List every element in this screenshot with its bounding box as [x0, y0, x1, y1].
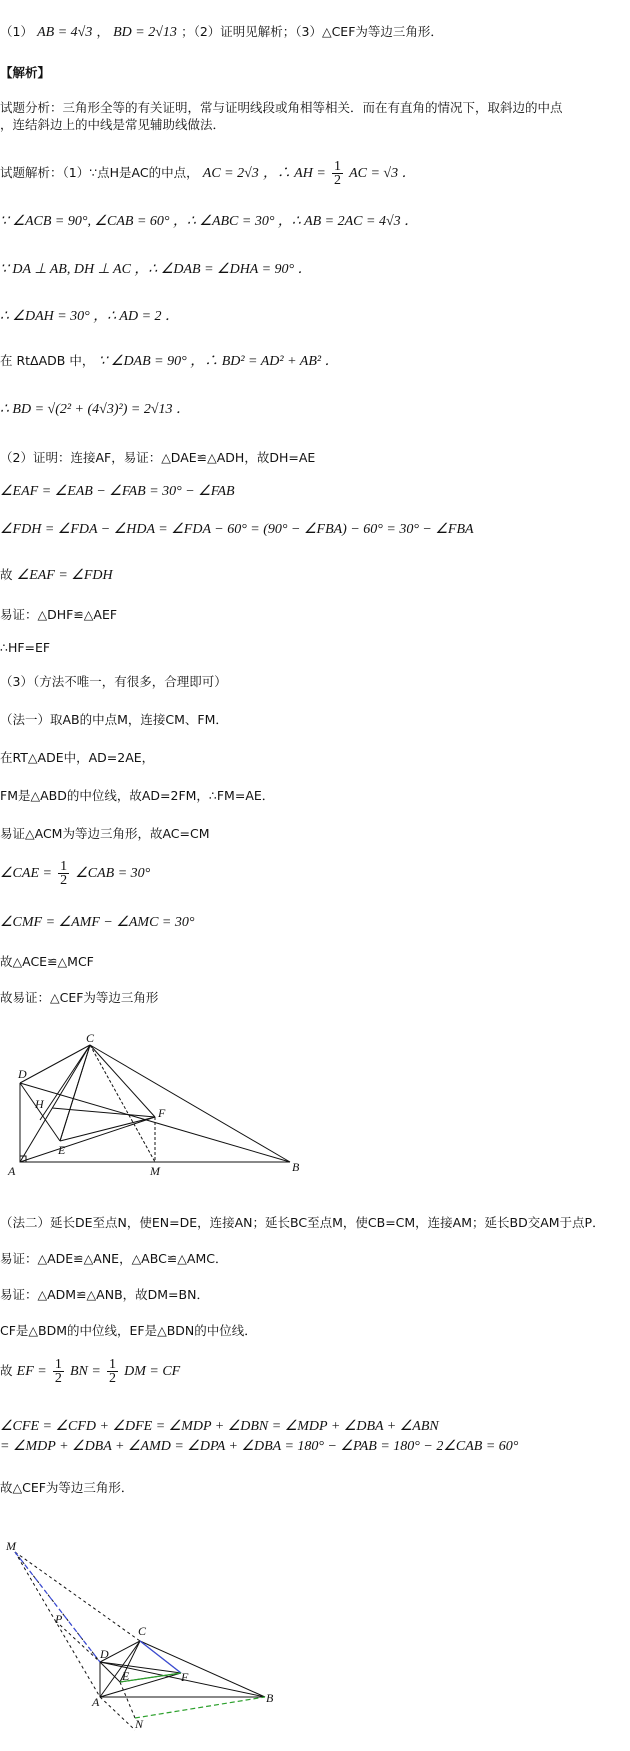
label-H: H [35, 1097, 44, 1111]
fraction-half [332, 160, 343, 187]
part3-line-3: 在RT△ADE中，AD=2AE， [0, 750, 155, 765]
part3-line-4: FM是△ABD的中位线，故AD=2FM，∴FM=AE． [0, 788, 275, 803]
label-E: E [58, 1143, 66, 1157]
label-E: E [122, 1669, 130, 1683]
label-A: A [92, 1695, 100, 1709]
part3-line-2: （法一）取AB的中点M，连接CM、FM． [0, 712, 228, 727]
part2-line-3: ∠FDH = ∠FDA − ∠HDA = ∠FDA − 60° = (90° − ∠FBA) − 60° = 30° − ∠FBA [0, 522, 474, 537]
part2-line-2: ∠EAF = ∠EAB − ∠FAB = 30° − ∠FAB [0, 484, 235, 499]
solution-line-1 [0, 160, 416, 187]
solution-rt-prefix: 在 RtΔADB 中， [0, 353, 95, 368]
label-C: C [138, 1624, 147, 1638]
answer-rest: ；（2）证明见解析；（3）△CEF为等边三角形． [181, 24, 443, 39]
part4-line-7: = ∠MDP + ∠DBA + ∠AMD = ∠DPA + ∠DBA = 180° − ∠PAB = 180° − 2∠CAB = 60° [0, 1439, 519, 1454]
label-A: A [8, 1164, 16, 1178]
part4-bn: BN = [70, 1364, 101, 1379]
fraction-denominator: 2 [333, 173, 341, 188]
fraction-denominator: 2 [54, 1371, 62, 1386]
solution-line-6: ∴ BD = √(2² + (4√3)²) = 2√13 ． [0, 402, 191, 417]
solution-ah-label: ，∴ AH = [262, 166, 326, 181]
part2-line-5: 易证：△DHF≌△AEF [0, 607, 118, 622]
fraction-numerator: 1 [54, 1357, 62, 1372]
part4-line-3: 易证：△ADM≌△ANB，故DM=BN． [0, 1287, 209, 1302]
analysis-line-1: 试题分析：三角形全等的有关证明，常与证明线段或角相等相关．而在有直角的情况下，取斜边的中点 [0, 100, 563, 115]
fraction-half [58, 860, 69, 887]
answer-ab: AB = 4√3 [37, 25, 93, 40]
part2-line-6: ∴HF=EF [0, 640, 51, 655]
fraction-denominator: 2 [60, 873, 68, 888]
fraction-numerator: 1 [60, 859, 68, 874]
part2-angle-eq: ∠EAF = ∠FDH [16, 568, 113, 583]
part4-dm-cf: DM = CF [124, 1364, 181, 1379]
label-M: M [6, 1539, 16, 1553]
label-D: D [18, 1067, 27, 1081]
solution-line-5 [0, 350, 339, 370]
part4-line-8: 故△CEF为等边三角形． [0, 1480, 134, 1495]
part4-ef: EF = [16, 1364, 47, 1379]
part2-line-1: （2）证明：连接AF，易证：△DAE≌△ADH，故DH=AE [0, 450, 316, 465]
fraction-numerator: 1 [333, 159, 341, 174]
answer-part1-label: （1） [0, 24, 33, 39]
part3-line-7: ∠CMF = ∠AMF − ∠AMC = 30° [0, 915, 195, 930]
answer-bd: BD = 2√13 [113, 25, 177, 40]
solution-line-3: ∵ DA ⊥ AB, DH ⊥ AC ，∴ ∠DAB = ∠DHA = 90° ． [0, 262, 312, 277]
part3-line-5: 易证△ACM为等边三角形，故AC=CM [0, 826, 210, 841]
label-F: F [158, 1106, 166, 1120]
part3-cab: ∠CAB = 30° [75, 866, 151, 881]
answer-separator: ， [96, 24, 109, 39]
part2-gu: 故 [0, 567, 13, 582]
part4-line-5 [0, 1358, 180, 1385]
jiexi-heading: 【解析】 [0, 65, 51, 80]
solution-ac-value: AC = 2√3 [202, 166, 259, 181]
part3-line-6 [0, 860, 150, 887]
label-C: C [86, 1031, 95, 1045]
part4-gu: 故 [0, 1363, 13, 1378]
part4-line-2: 易证：△ADE≌△ANE，△ABC≌△AMC． [0, 1251, 228, 1266]
label-N: N [135, 1717, 144, 1731]
part3-line-9: 故易证：△CEF为等边三角形 [0, 990, 159, 1005]
label-M: M [150, 1164, 160, 1178]
fraction-half [53, 1358, 64, 1385]
solution-line-2: ∵ ∠ACB = 90°, ∠CAB = 60° ，∴ ∠ABC = 30° ，∴ AB = 2AC = 4√3 ． [0, 214, 419, 229]
part3-line-8: 故△ACE≌△MCF [0, 954, 94, 969]
part3-line-1: （3）（方法不唯一，有很多，合理即可） [0, 674, 227, 689]
part4-line-6: ∠CFE = ∠CFD + ∠DFE = ∠MDP + ∠DBN = ∠MDP + ∠DBA + ∠ABN [0, 1419, 439, 1434]
solution-ah-result: AC = √3 ． [349, 166, 416, 181]
solution-pythagoras: ∵ ∠DAB = 90° ，∴ BD² = AD² + AB² ． [98, 354, 339, 369]
fraction-half [107, 1358, 118, 1385]
part2-line-4 [0, 565, 113, 584]
geometry-figure-1 [0, 1030, 310, 1180]
label-B: B [266, 1691, 274, 1705]
label-D: D [100, 1647, 109, 1661]
part4-line-1: （法二）延长DE至点N，使EN=DE，连接AN；延长BC至点M，使CB=CM，连接AM；延长BD交AM于点P． [0, 1215, 605, 1230]
fraction-numerator: 1 [108, 1357, 116, 1372]
label-B: B [292, 1160, 300, 1174]
part3-cae: ∠CAE = [0, 866, 52, 881]
part4-line-4: CF是△BDM的中位线，EF是△BDN的中位线． [0, 1323, 257, 1338]
label-F: F [181, 1670, 189, 1684]
label-P: P [55, 1612, 63, 1626]
geometry-figure-2 [0, 1510, 300, 1731]
answer-line [0, 22, 443, 41]
analysis-line-2: ，连结斜边上的中线是常见辅助线做法． [0, 117, 226, 132]
solution-line-4: ∴ ∠DAH = 30° ，∴ AD = 2 ． [0, 309, 180, 324]
solution-intro: 试题解析：（1）∵点H是AC的中点， [0, 165, 199, 180]
fraction-denominator: 2 [108, 1371, 116, 1386]
